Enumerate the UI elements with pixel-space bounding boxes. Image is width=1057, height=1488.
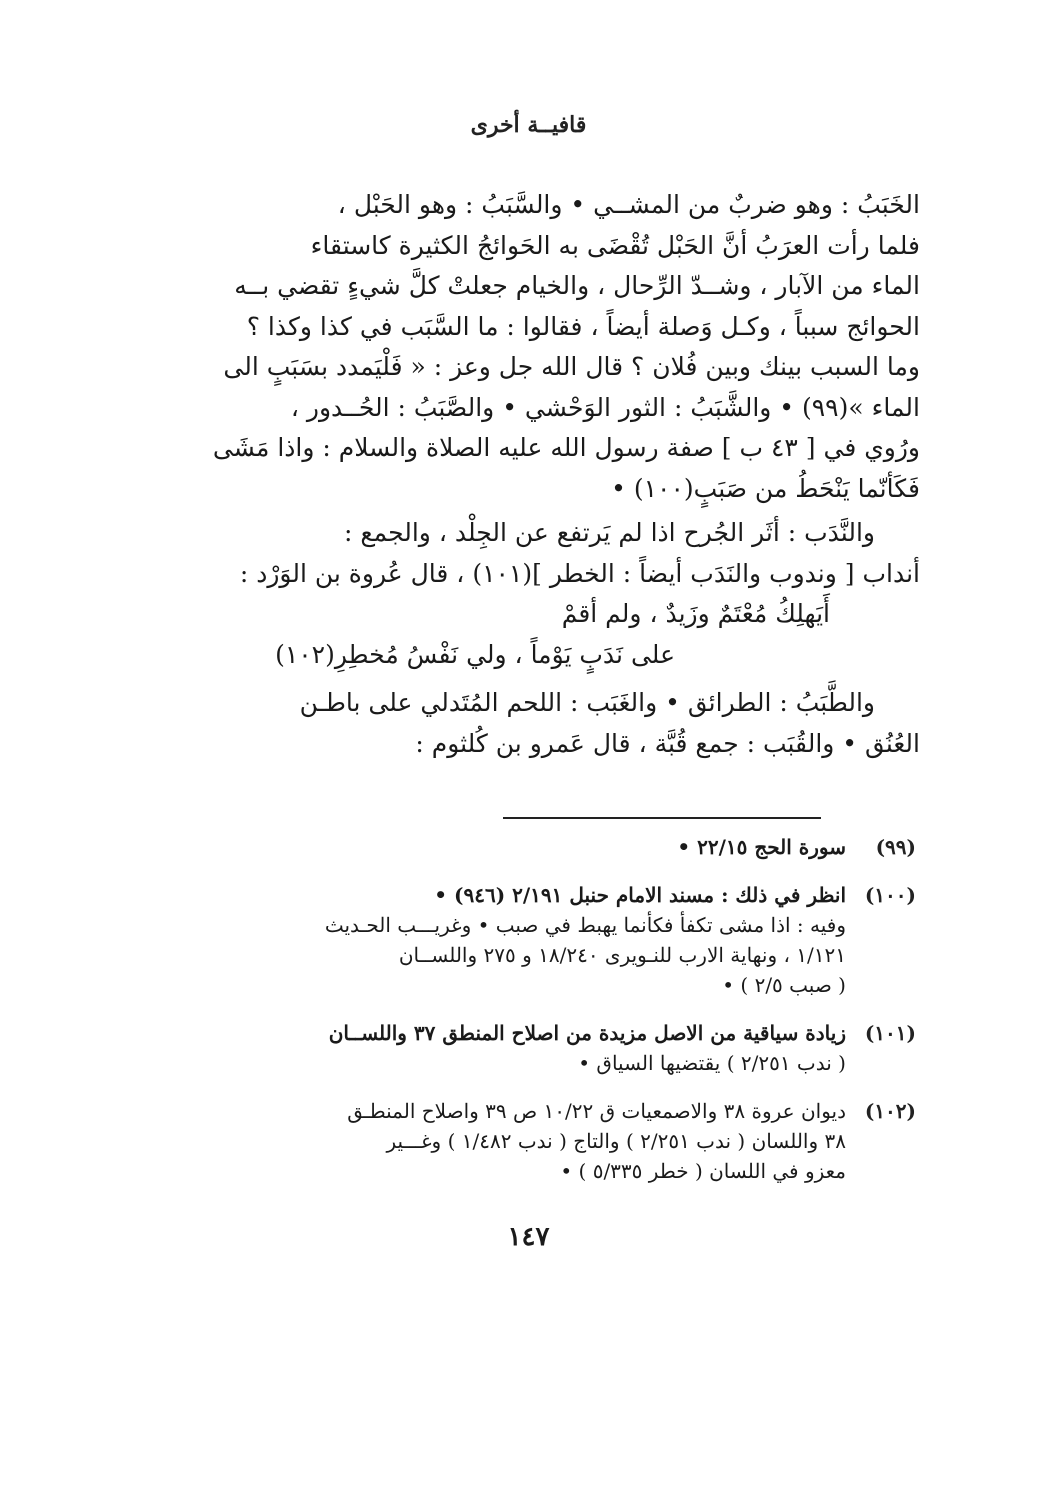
footnote-line: ٣٨ واللسان ( ندب ٢/٢٥١ ) والتاج ( ندب ١/٤٨٢ ) وغـــير [386,1129,846,1153]
text-line: وما السبب بينك وبين فُلان ؟ قال الله جل وعز : « فَلْيَمدد بسَبَبٍ الى [223,352,920,381]
footnote-line: زيادة سياقية من الاصل مزيدة من اصلاح المنطق ٣٧ واللســان [328,1021,846,1045]
footnote-line: ديوان عروة ٣٨ والاصمعيات ق ١٠/٢٢ ص ٣٩ واصلاح المنطـق [347,1099,846,1123]
poem-verse [155,594,920,675]
footnote-number: (١٠٢) [864,1099,916,1123]
paragraph-sabab [155,185,920,509]
footnote-line: انظر في ذلك : مسند الامام حنبل ٢/١٩١ (٩٤٦) • [434,883,846,907]
text-line: العُنُق • والقُبَب : جمع قُبَّة ، قال عَمرو بن كُلثوم : [415,728,920,758]
footnote-text [178,880,846,1000]
main-text [155,185,920,764]
footnote-102 [178,1096,916,1186]
page-number: ١٤٧ [507,1222,550,1252]
footnote-line: سورة الحج ٢٢/١٥ • [677,835,846,859]
footnote-number: (٩٩) [875,835,916,859]
footnote-number: (١٠١) [864,1021,916,1045]
text-line: الخَبَبُ : وهو ضربٌ من المشــي • والسَّبَبُ : وهو الحَبْل ، [337,190,920,219]
text-line: والطَّبَبُ : الطرائق • والغَبَب : اللحم المُتَدلي على باطـن [299,688,875,717]
footnote-line: وفيه : اذا مشى تكفأ فكأنما يهبط في صبب • وغريـــب الحـديث [324,913,846,937]
footnote-number: (١٠٠) [864,883,916,907]
footnote-line: ١/١٢١ ، ونهاية الارب للنـويرى ١٨/٢٤٠ و ٢٧٥ واللســان [398,943,846,967]
footnote-text [178,1018,846,1078]
text-line: ورُوي في [ ٤٣ ب ] صفة رسول الله عليه الصلاة والسلام : واذا مَشَى [212,433,920,462]
text-line: أنداب [ وندوب والنَدَب أيضاً : الخطر ](١٠١) ، قال عُروة بن الوَرْد : [239,558,920,588]
text-line: فلما رأت العرَبُ أنَّ الحَبْل تُقْضَى به الحَوائجُ الكثيرة كاستقاء [310,230,920,260]
footnote-100 [178,880,916,1000]
text-line: فَكَأنّما يَنْحَطُ من صَبَبٍ(١٠٠) • [611,473,920,503]
footnote-101 [178,1018,916,1078]
footnote-line: ( صبب ٢/٥ ) • [722,973,846,997]
text-line: الماء »(٩٩) • والشَّبَبُ : الثور الوَحْشي • والصَّبَبُ : الحُــدور ، [290,392,920,422]
paragraph-nadab [155,513,920,594]
running-head: قافيــة أخرى [470,112,587,138]
verse-first-hemistich: أَيَهلِكُ مُعْتَمٌ وزَيدٌ ، ولم أقمْ [561,599,830,628]
footnote-text [178,1096,846,1186]
text-line: الماء من الآبار ، وشــدّ الرِّحال ، والخيام جعلتْ كلَّ شيءٍ تقضي بــه [234,271,920,300]
verse-second-hemistich: على نَدَبٍ يَوْماً ، ولي نَفْسُ مُخطِرِ(١٠٢) [275,639,675,669]
footnote-text [178,832,846,862]
footnote-separator [503,817,821,819]
footnote-line: ( ندب ٢/٢٥١ ) يقتضيها السياق • [578,1051,846,1075]
text-line: الحوائج سبباً ، وكـل وَصلة أيضاً ، فقالوا : ما السَّبَب في كذا وكذا ؟ [246,311,920,341]
footnotes [178,832,916,1204]
paragraph-tabab [155,683,920,764]
text-line: والنَّدَب : أثَر الجُرح اذا لم يَرتفع عن الجِلْد ، والجمع : [343,518,875,547]
footnote-line: معزو في اللسان ( خطر ٥/٣٣٥ ) • [560,1159,846,1183]
footnote-99 [178,832,916,862]
